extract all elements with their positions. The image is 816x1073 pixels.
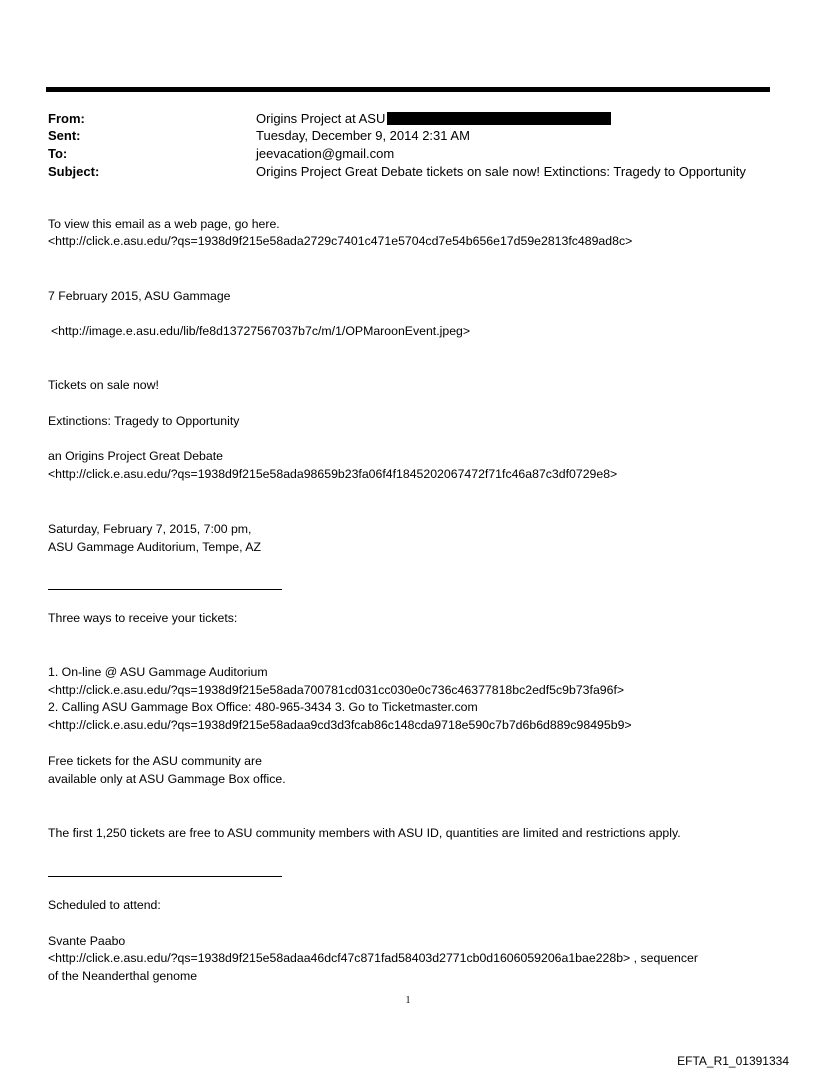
event-datetime: Saturday, February 7, 2015, 7:00 pm,: [48, 522, 252, 536]
on-sale-text: Tickets on sale now!: [48, 378, 159, 392]
redaction-block: [387, 112, 611, 125]
option-1-text: 1. On-line @ ASU Gammage Auditorium: [48, 665, 268, 679]
divider: [48, 876, 282, 877]
header-rule: [46, 87, 770, 92]
option-2-text: 2. Calling ASU Gammage Box Office: 480-965-3434 3. Go to Ticketmaster.com: [48, 700, 478, 714]
debate-label: an Origins Project Great Debate: [48, 449, 223, 463]
first-1250-text: The first 1,250 tickets are free to ASU community members with ASU ID, quantities are limited and restrictions apply.: [48, 826, 681, 840]
option-1-link[interactable]: <http://click.e.asu.edu/?qs=1938d9f215e58ada700781cd031cc030e0c736c46377818bc2edf5c9b73fa96f>: [48, 683, 625, 697]
three-ways-text: Three ways to receive your tickets:: [48, 611, 238, 625]
subject-label: Subject:: [48, 164, 100, 179]
image-link[interactable]: <http://image.e.asu.edu/lib/fe8d13727567037b7c/m/1/OPMaroonEvent.jpeg>: [51, 324, 471, 338]
document-id: EFTA_R1_01391334: [677, 1054, 789, 1068]
divider: [48, 589, 282, 590]
sent-value: Tuesday, December 9, 2014 2:31 AM: [256, 128, 470, 143]
from-label: From:: [48, 111, 85, 126]
speaker-role: of the Neanderthal genome: [48, 969, 198, 983]
view-web-text: To view this email as a web page, go here.: [48, 217, 280, 231]
event-venue: ASU Gammage Auditorium, Tempe, AZ: [48, 540, 262, 554]
debate-link[interactable]: <http://click.e.asu.edu/?qs=1938d9f215e58ada98659b23fa06f4f1845202067472f71fc46a87c3df0729e8>: [48, 467, 618, 481]
scheduled-text: Scheduled to attend:: [48, 898, 161, 912]
sent-label: Sent:: [48, 128, 81, 143]
speaker-name: Svante Paabo: [48, 934, 126, 948]
to-value: jeevacation@gmail.com: [256, 146, 395, 161]
to-label: To:: [48, 146, 68, 161]
option-3-link[interactable]: <http://click.e.asu.edu/?qs=1938d9f215e58adaa9cd3d3fcab86c148cda9718e590c7b7d6b6d889c98495b9>: [48, 718, 632, 732]
page-number: 1: [405, 995, 411, 1006]
from-value: Origins Project at ASU: [256, 110, 611, 128]
subject-value: Origins Project Great Debate tickets on sale now! Extinctions: Tragedy to Opportunity: [256, 164, 746, 179]
free-tickets-line-1: Free tickets for the ASU community are: [48, 754, 262, 768]
date-venue-text: 7 February 2015, ASU Gammage: [48, 289, 231, 303]
view-web-link[interactable]: <http://click.e.asu.edu/?qs=1938d9f215e58ada2729c7401c471e5704cd7e54b656e17d59e2813fc489ad8c>: [48, 234, 633, 248]
event-title: Extinctions: Tragedy to Opportunity: [48, 414, 240, 428]
speaker-link[interactable]: <http://click.e.asu.edu/?qs=1938d9f215e58adaa46dcf47c871fad58403d2771cb0d1606059206a1bae228b> , sequencer: [48, 951, 698, 965]
free-tickets-line-2: available only at ASU Gammage Box office.: [48, 772, 286, 786]
